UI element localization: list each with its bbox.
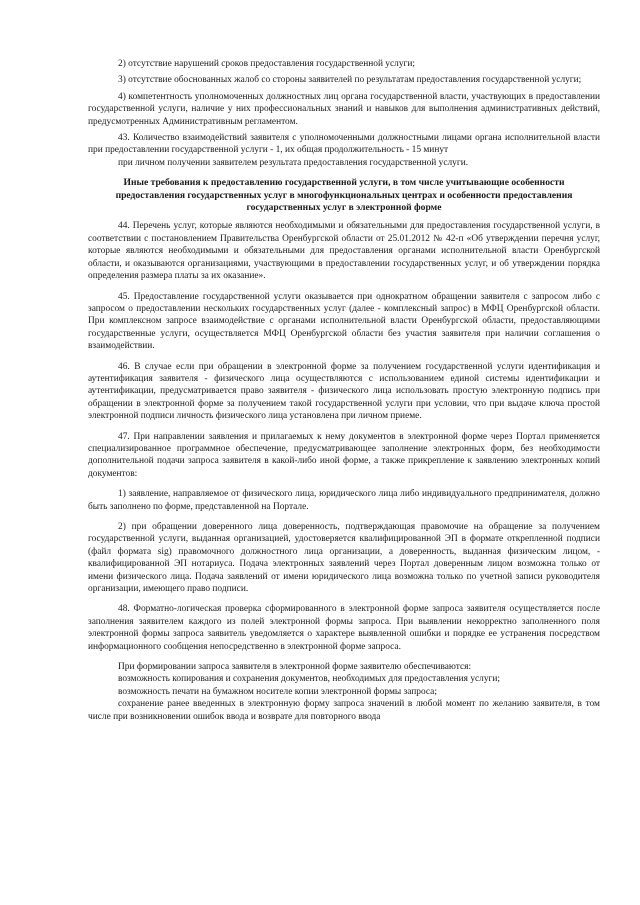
list-item: При формировании запроса заявителя в электронной форме заявителю обеспечиваются: bbox=[118, 662, 472, 673]
paragraph-47: 47. При направлении заявления и прилагаемых к нему документов в электронной форме через Портал применяется специализированное программное обеспечение, предусматривающее заполнение электронных форм, без необходимости дополнительной подачи запроса заявителя в какой-либо иной форме, а также прикрепление к заявлению электронных копий документов: bbox=[88, 431, 600, 479]
paragraph-48: 48. Форматно-логическая проверка сформированного в электронной форме запроса заявителя осуществляется после заполнения заявителем каждого из полей электронной формы запроса. При выявлении некорректно заполненного поля электронной формы запроса заявитель уведомляется о характере выявленной ошибки и порядке ее устранения посредством информационного сообщения непосредственно в электронной форме запроса. bbox=[88, 604, 600, 652]
paragraph-44: 44. Перечень услуг, которые являются необходимыми и обязательными для предоставления государственной услуги, в соответствии с постановлением Правительства Оренбургской области от 25.01.2012 № 42-п «Об утверждении перечня услуг, которые являются необходимыми и обязательными для предоставления органами исполнительной власти Оренбургской области, и оказываются организациями, участвующими в предоставлении государственных услуг, и об утверждении порядка определения размера платы за их оказание». bbox=[88, 221, 600, 282]
list-item: возможность печати на бумажном носителе копии электронной формы запроса; bbox=[118, 686, 437, 697]
paragraph-43: 43. Количество взаимодействий заявителя с уполномоченными должностными лицами органа исполнительной власти при предоставлении государственной услуги - 1, их общая продолжительность - 15 минут bbox=[88, 133, 600, 156]
list-item: возможность копирования и сохранения документов, необходимых для предоставления услуги; bbox=[118, 674, 500, 685]
list-item: 4) компетентность уполномоченных должностных лиц органа государственной власти, участвующих в предоставлении государственной услуги, наличие у них профессиональных знаний и навыков для выполнения административных действий, предусмотренных Административным регламентом. bbox=[88, 91, 600, 127]
paragraph-46: 46. В случае если при обращении в электронной форме за получением государственной услуги идентификация и аутентификация заявителя - физического лица осуществляются с использованием единой системы идентификации и аутентификации, предусматривается право заявителя - физического лица использовать простую электронную подпись при обращении в электронной форме за получением такой государственной услуги при условии, что при выдаче ключа простой электронной подписи личность физического лица установлена при личном приеме. bbox=[88, 361, 600, 422]
list-item: 3) отсутствие обоснованных жалоб со стороны заявителей по результатам предоставления государственной услуги; bbox=[118, 75, 582, 86]
list-item: сохранение ранее введенных в электронную форму запроса значений в любой момент по желанию заявителя, в том числе при возникновении ошибок ввода и возврате для повторного ввода bbox=[88, 699, 600, 722]
paragraph-45: 45. Предоставление государственной услуги оказывается при однократном обращении заявителя с запросом либо с запросом о предоставлении нескольких государственных услуг (далее - комплексный запрос) в МФЦ Оренбургской области. При комплексном запросе взаимодействие с органами исполнительной власти Оренбургской области, предоставляющими государственные услуги, осуществляется МФЦ Оренбургской области без участия заявителя при наличии соглашения о взаимодействии. bbox=[88, 291, 600, 352]
list-item: 2) отсутствие нарушений сроков предоставления государственной услуги; bbox=[118, 59, 415, 69]
paragraph-43-continuation: при личном получении заявителем результата предоставления государственной услуги. bbox=[118, 157, 469, 168]
section-heading: Иные требования к предоставлению государственной услуги, в том числе учитывающие особенности предоставления государственных услуг в многофункциональных центрах и особенности предоставления государственных услуг в электронной форме bbox=[115, 177, 573, 214]
paragraph-47-item-2: 2) при обращении доверенного лица доверенность, подтверждающая правомочие на обращение за получением государственной услуги, выданная организацией, удостоверяется квалифицированной ЭП в формате открепленной подписи (файл формата sig) правомочного должностного лица организации, а доверенность, выданная физическим лицом, - квалифицированной ЭП нотариуса. Подача электронных заявлений через Портал доверенным лицом возможна только от имени физического лица. Подача заявлений от имени юридического лица возможна только по учетной записи руководителя организации, имеющего право подписи. bbox=[88, 522, 600, 595]
paragraph-47-item-1: 1) заявление, направляемое от физического лица, юридического лица либо индивидуального предпринимателя, должно быть заполнено по форме, представленной на Портале. bbox=[88, 489, 600, 512]
